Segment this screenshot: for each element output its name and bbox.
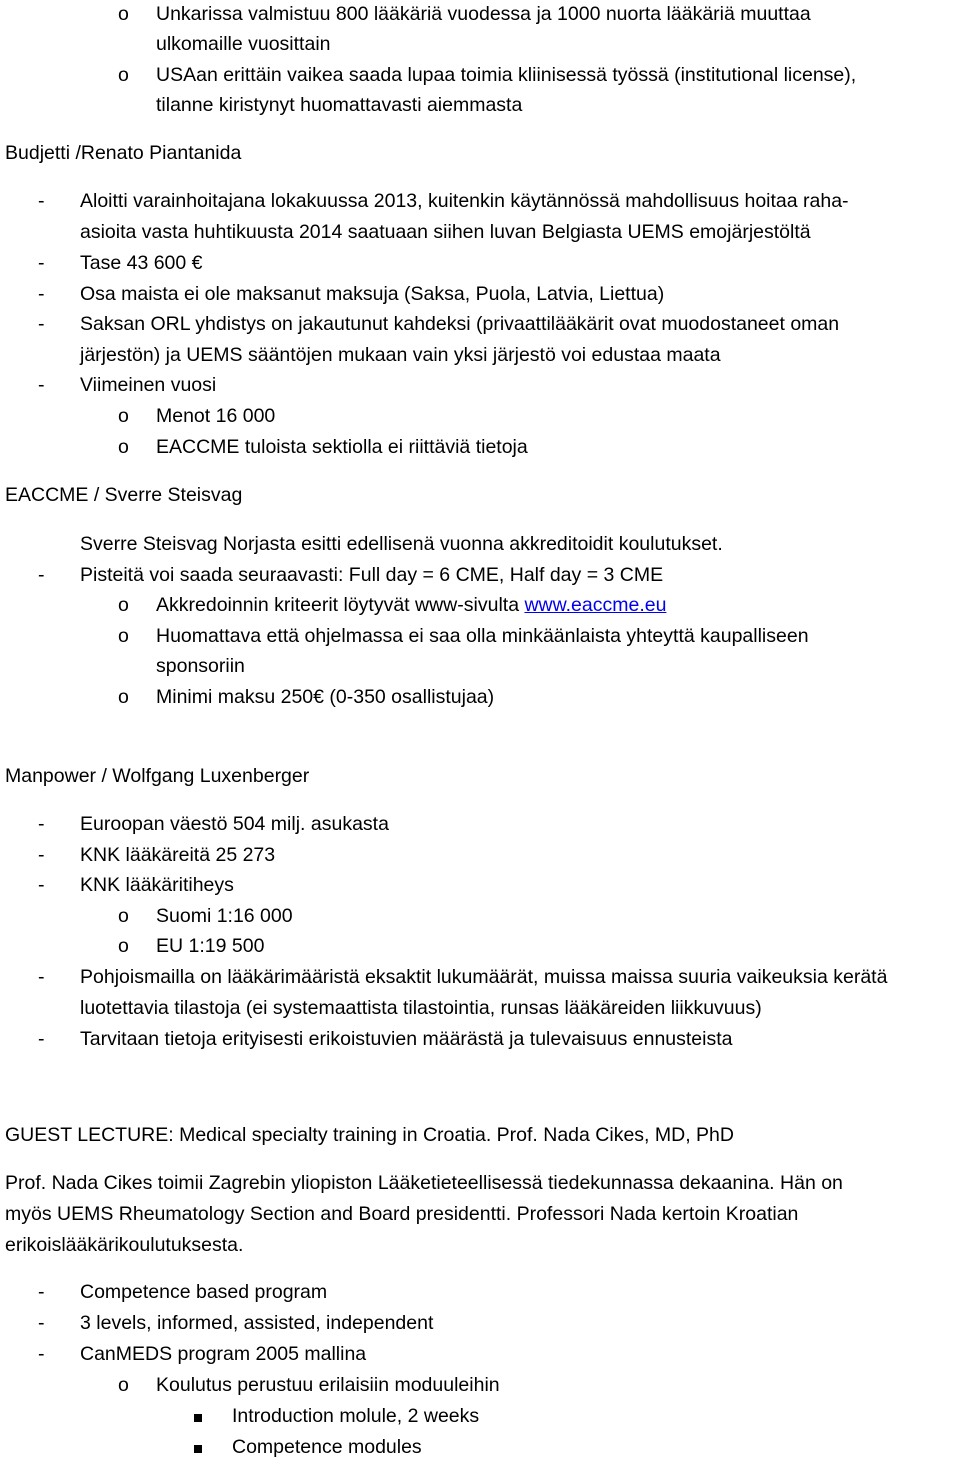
guest-item-3: CanMEDS program 2005 mallina	[80, 1343, 367, 1365]
eaccme-intro: Sverre Steisvag Norjasta esitti edellisenä vuonna akkreditoidit koulutukset.	[80, 533, 723, 555]
list-marker-dash: -	[38, 813, 45, 835]
list-marker-circle: o	[118, 64, 129, 86]
eaccme-website-link[interactable]: www.eaccme.eu	[524, 594, 667, 616]
eaccme-sub-1	[156, 593, 666, 617]
intro-item-2-line2: tilanne kiristynyt huomattavasti aiemmasta	[156, 94, 523, 116]
list-marker-dash: -	[38, 1343, 45, 1365]
list-marker-dash: -	[38, 1312, 45, 1334]
list-marker-dash: -	[38, 283, 45, 305]
list-marker-dash: -	[38, 844, 45, 866]
list-marker-dash: -	[38, 966, 45, 988]
list-marker-dash: -	[38, 252, 45, 274]
budget-item-2: Tase 43 600 €	[80, 252, 203, 274]
guest-item-1: Competence based program	[80, 1281, 328, 1303]
square-bullet-icon	[194, 1435, 218, 1459]
budget-item-4-line2: järjestön) ja UEMS sääntöjen mukaan vain yksi järjestö voi edustaa maata	[80, 344, 721, 366]
list-marker-dash: -	[38, 374, 45, 396]
guest-paragraph-line1: Prof. Nada Cikes toimii Zagrebin yliopiston Lääketieteellisessä tiedekunnassa dekaanina. Hän on	[5, 1172, 843, 1194]
list-marker-dash: -	[38, 874, 45, 896]
list-marker-dash: -	[38, 564, 45, 586]
guest-item-3-sub-1: Koulutus perustuu erilaisiin moduuleihin	[156, 1374, 500, 1396]
manpower-item-3-sub-2: EU 1:19 500	[156, 935, 265, 957]
list-marker-dash: -	[38, 1028, 45, 1050]
budget-item-5: Viimeinen vuosi	[80, 374, 217, 396]
manpower-heading: Manpower / Wolfgang Luxenberger	[5, 765, 310, 787]
list-marker-circle: o	[118, 686, 129, 708]
manpower-item-2: KNK lääkäreitä 25 273	[80, 844, 276, 866]
guest-paragraph-line2: myös UEMS Rheumatology Section and Board presidentti. Professori Nada kertoin Kroatian	[5, 1203, 799, 1225]
list-marker-circle: o	[118, 935, 129, 957]
eaccme-item-1: Pisteitä voi saada seuraavasti: Full day = 6 CME, Half day = 3 CME	[80, 564, 664, 586]
guest-item-3-sub-1-sub-2: Competence modules	[232, 1436, 422, 1458]
list-marker-circle: o	[118, 405, 129, 427]
budget-item-1-line1: Aloitti varainhoitajana lokakuussa 2013, kuitenkin käytännössä mahdollisuus hoitaa raha-	[80, 190, 849, 212]
intro-item-2-line1: USAan erittäin vaikea saada lupaa toimia kliinisessä työssä (institutional license),	[156, 64, 857, 86]
list-marker-circle: o	[118, 594, 129, 616]
intro-item-1-line2: ulkomaille vuosittain	[156, 33, 331, 55]
guest-item-2: 3 levels, informed, assisted, independent	[80, 1312, 434, 1334]
manpower-item-4-line1: Pohjoismailla on lääkärimääristä eksaktit lukumäärät, muissa maissa suuria vaikeuksia kerätä	[80, 966, 888, 988]
budget-item-5-sub-2: EACCME tuloista sektiolla ei riittäviä tietoja	[156, 436, 528, 458]
list-marker-dash: -	[38, 1281, 45, 1303]
list-marker-dash: -	[38, 190, 45, 212]
eaccme-sub-2-line1: Huomattava että ohjelmassa ei saa olla minkäänlaista yhteyttä kaupalliseen	[156, 625, 809, 647]
guest-item-3-sub-1-sub-1: Introduction molule, 2 weeks	[232, 1405, 480, 1427]
guest-lecture-heading: GUEST LECTURE: Medical specialty training in Croatia. Prof. Nada Cikes, MD, PhD	[5, 1124, 734, 1146]
square-bullet-icon	[194, 1404, 218, 1428]
manpower-item-3: KNK lääkäritiheys	[80, 874, 234, 896]
eaccme-sub-1-text: Akkredoinnin kriteerit löytyvät www-sivulta	[156, 594, 525, 616]
guest-paragraph-line3: erikoislääkärikoulutuksesta.	[5, 1234, 244, 1256]
list-marker-circle: o	[118, 436, 129, 458]
manpower-item-4-line2: luotettavia tilastoja (ei systemaattista tilastointia, runsas lääkäreiden liikkuvuus)	[80, 997, 762, 1019]
budget-item-3: Osa maista ei ole maksanut maksuja (Saksa, Puola, Latvia, Liettua)	[80, 283, 665, 305]
manpower-item-5: Tarvitaan tietoja erityisesti erikoistuvien määrästä ja tulevaisuus ennusteista	[80, 1028, 733, 1050]
eaccme-sub-2-line2: sponsoriin	[156, 655, 245, 677]
eaccme-heading: EACCME / Sverre Steisvag	[5, 484, 243, 506]
budget-item-4-line1: Saksan ORL yhdistys on jakautunut kahdeksi (privaattilääkärit ovat muodostaneet oman	[80, 313, 840, 335]
list-marker-circle: o	[118, 905, 129, 927]
budget-item-1-line2: asioita vasta huhtikuusta 2014 saatuaan siihen luvan Belgiasta UEMS emojärjestöltä	[80, 221, 811, 243]
list-marker-circle: o	[118, 3, 129, 25]
list-marker-dash: -	[38, 313, 45, 335]
list-marker-circle: o	[118, 1374, 129, 1396]
budget-item-5-sub-1: Menot 16 000	[156, 405, 276, 427]
intro-item-1-line1: Unkarissa valmistuu 800 lääkäriä vuodessa ja 1000 nuorta lääkäriä muuttaa	[156, 3, 811, 25]
manpower-item-3-sub-1: Suomi 1:16 000	[156, 905, 293, 927]
list-marker-circle: o	[118, 625, 129, 647]
budget-heading: Budjetti /Renato Piantanida	[5, 142, 242, 164]
eaccme-sub-3: Minimi maksu 250€ (0-350 osallistujaa)	[156, 686, 495, 708]
manpower-item-1: Euroopan väestö 504 milj. asukasta	[80, 813, 389, 835]
